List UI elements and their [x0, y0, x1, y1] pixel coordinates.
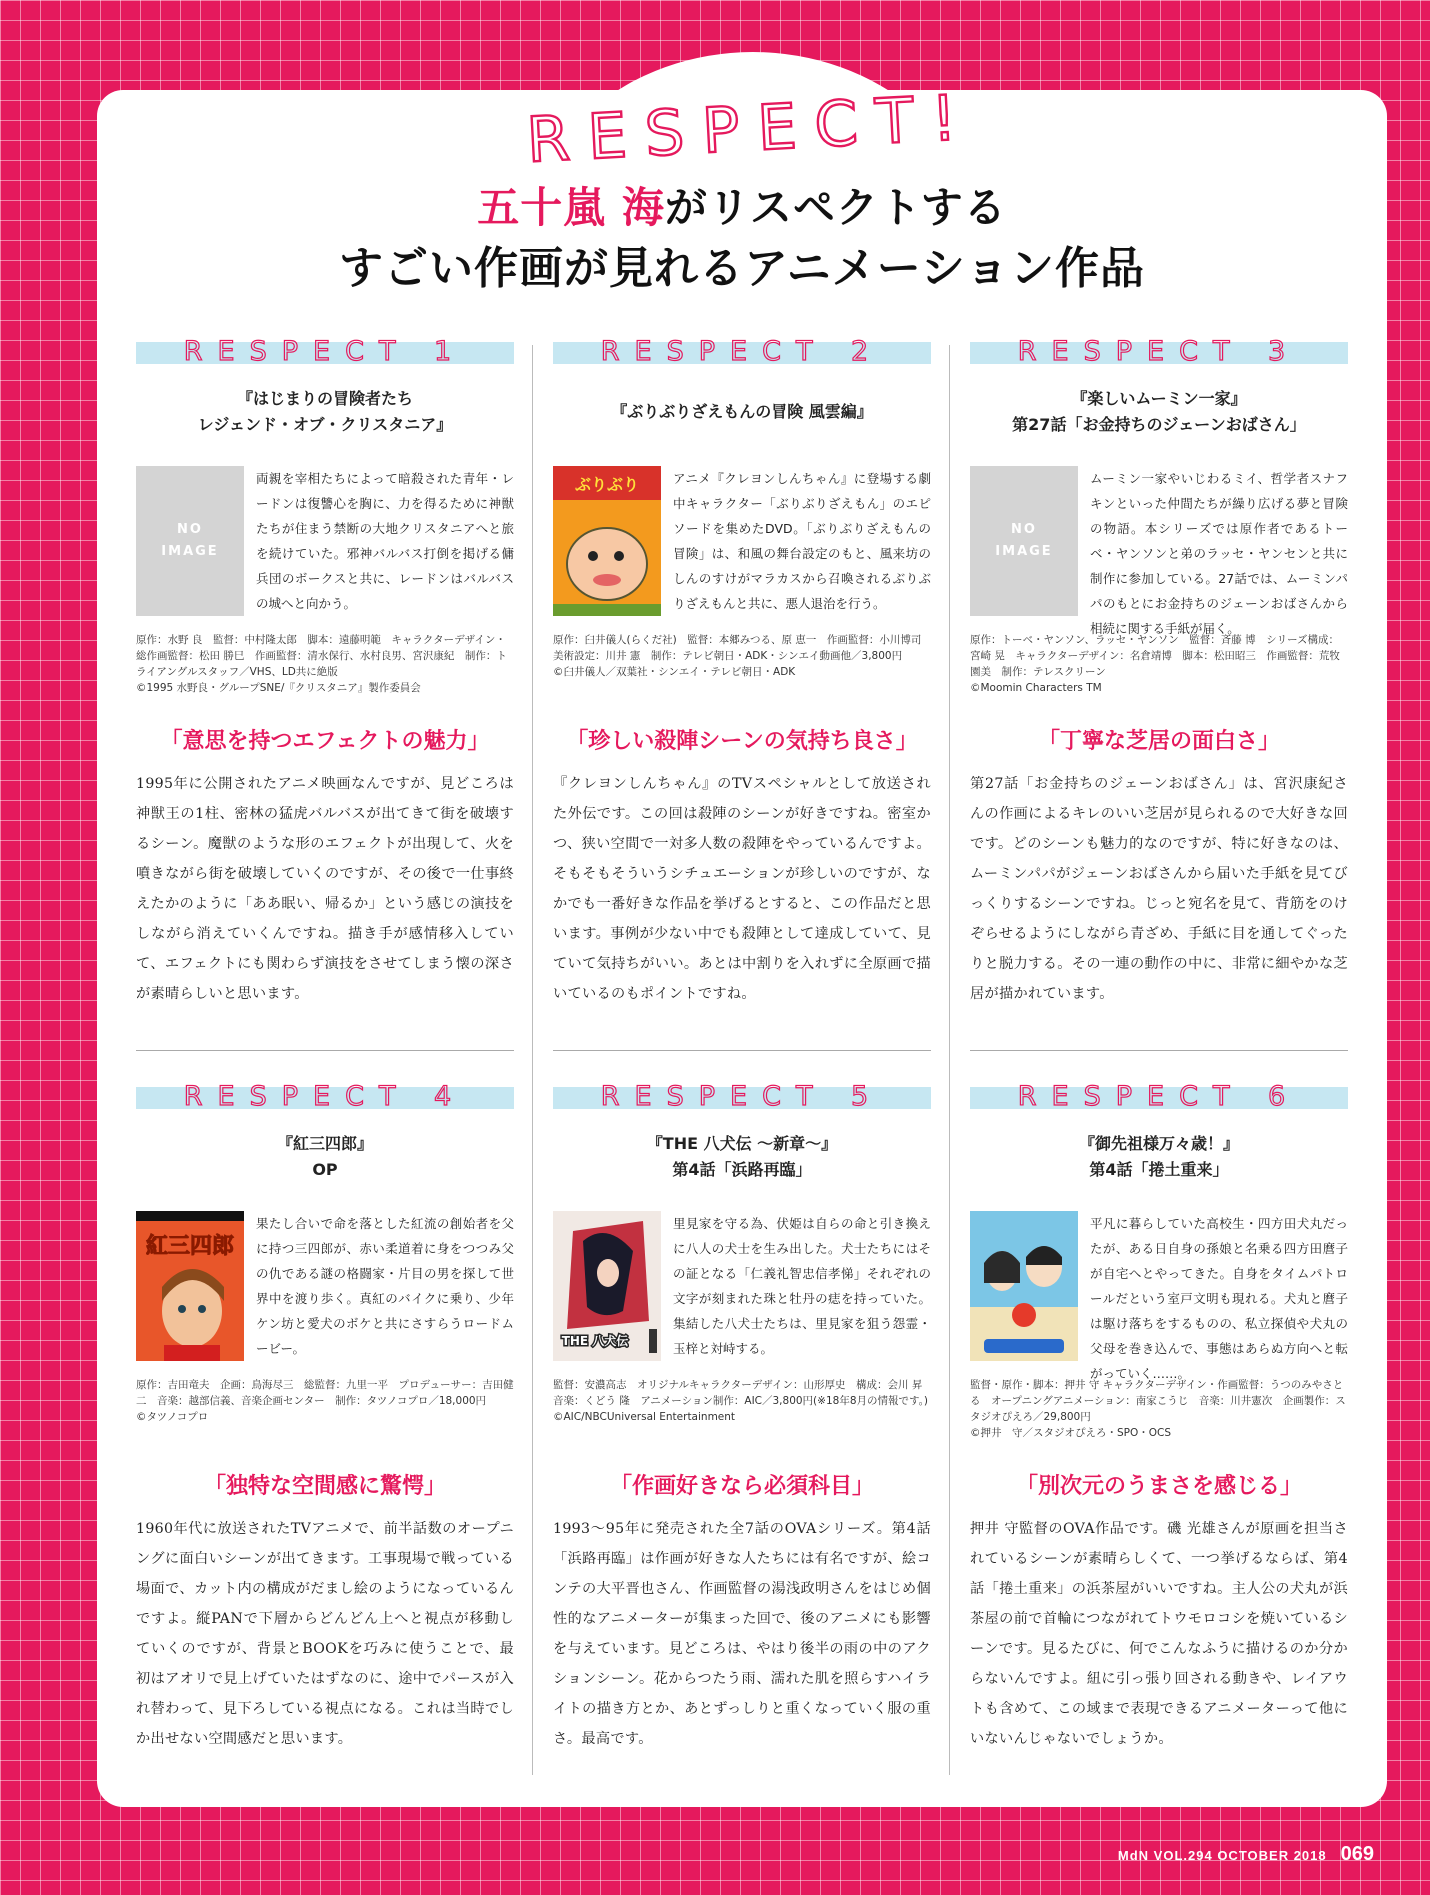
respect-logo-text: RESPECT! — [524, 80, 977, 177]
commentary: 押井 守監督のOVA作品です。磯 光雄さんが原画を担当されているシーンが素晴らしくて、一つ挙げるならば、第4話「捲土重来」の浜茶屋がいいですね。主人公の犬丸が浜茶屋の前で首輪につながれてトウモロコシを焼いているシーンです。見るたびに、何でこんなふうに描けるのか分からないんですよ。紐に引っ張り回される動きや、レイアウトも含めて、この域まで表現できるアニメーターって他にいないんじゃないでしょうか。 — [970, 1521, 1348, 1747]
respect-label-bar — [553, 1081, 931, 1112]
work-info — [553, 1211, 931, 1363]
work-info — [970, 466, 1348, 636]
credits: 監督：安濃高志 オリジナルキャラクターデザイン：山形厚史 構成：会川 昇 音楽：くどう 隆 アニメーション制作：AIC／3,800円(※18年8月の情報です。) ©AIC/NBCUniversal Entertainment — [553, 1379, 929, 1423]
respect-entry-4 — [136, 1075, 514, 1754]
work-title-line-2: OP — [312, 1160, 338, 1179]
credits: 監督・原作・脚本：押井 守 キャラクターデザイン・作画監督：うつのみやさとる オープニングアニメーション：南家こうじ 音楽：川井憲次 企画製作：スタジオぴえろ／29,800円 ©押井 守／スタジオぴえろ・SPO・OCS — [970, 1379, 1346, 1439]
work-title-line-2: 第4話「浜路再臨」 — [672, 1160, 812, 1179]
commentary: 第27話「お金持ちのジェーンおばさん」は、宮沢康紀さんの作画によるキレのいい芝居が見られるので大好きな回です。どのシーンも魅力的なのですが、特に好きなのは、ムーミンパパがジェーンおばさんから届いた手紙を見てびっくりするシーンですね。じっと宛名を見て、背筋をのけぞらせるようにしながら青ざめ、手紙に目を通してぐったりと脱力する。その一連の動作の中に、非常に細やかな芝居が描かれています。 — [970, 776, 1348, 1002]
work-title-line-2: 第27話「お金持ちのジェーンおばさん」 — [1012, 415, 1306, 434]
work-info — [553, 466, 931, 618]
catchphrase: 「別次元のうまさを感じる」 — [1015, 1473, 1302, 1499]
respect-label: RESPECT 2 — [600, 336, 884, 367]
svg-text:ぶりぶり: ぶりぶり — [574, 475, 640, 494]
credits: 原作：トーベ・ヤンソン、ラッセ・ヤンソン 監督：斉藤 博 シリーズ構成：宮崎 晃 キャラクターデザイン：名倉靖博 脚本：松田昭三 作画監督：荒牧園美 制作：テレスクリーン ©Moomin Characters TM — [970, 634, 1340, 694]
commentary: 1995年に公開されたアニメ映画なんですが、見どころは神獣王の1柱、密林の猛虎バルバスが出てきて街を破壊するシーン。魔獣のような形のエフェクトが出現して、火を噴きながら街を破壊していくのですが、その後で一仕事終えたかのように「ああ眠い、帰るか」という感じの演技をしながら消えていくんですね。描き手が感情移入していて、エフェクトにも関わらず演技をさせてしまう懐の深さが素晴らしいと思います。 — [136, 776, 514, 1002]
kurenai-sanshiro-cover-image — [136, 1211, 244, 1361]
headline-rest: がリスペクトする — [664, 183, 1007, 232]
work-title-line-1: 『紅三四郎』 — [276, 1134, 373, 1153]
row-divider-1 — [136, 1050, 514, 1051]
synopsis: 両親を宰相たちによって暗殺された青年・レードンは復讐心を胸に、力を得るために神獣たちが住まう禁断の大地クリスタニアへと旅を続けていた。邪神バルバス打倒を掲げる傭兵団のボークスと共に、レードンはバルバスの城へと向かう。 — [256, 471, 514, 611]
work-title-line-1: 『楽しいムーミン一家』 — [1071, 389, 1247, 408]
work-title-line-2: レジェンド・オブ・クリスタニア』 — [197, 415, 453, 434]
work-title — [136, 386, 514, 438]
work-title — [970, 1131, 1348, 1183]
work-title-line-1: 『御先祖様万々歳！』 — [1078, 1134, 1239, 1153]
row-divider-2 — [553, 1050, 931, 1051]
commentary: 1993～95年に発売された全7話のOVAシリーズ。第4話「浜路再臨」は作画が好きな人たちには有名ですが、絵コンテの大平晋也さん、作画監督の湯浅政明さんをはじめ個性的なアニメーターが集まった回で、後のアニメにも影響を与えています。見どころは、やはり後半の雨の中のアクションシーン。花からつたう雨、濡れた肌を照らすハイライトの描き方とか、あとずっしりと重くなっていく服の重さ。最高です。 — [553, 1521, 931, 1747]
respect-label-bar — [136, 1081, 514, 1112]
respect-entry-3 — [970, 330, 1348, 1009]
catchphrase: 「丁寧な芝居の面白さ」 — [1037, 728, 1280, 754]
headline-line-1 — [97, 175, 1387, 235]
catchphrase: 「作画好きなら必須科目」 — [609, 1473, 874, 1499]
respect-label: RESPECT 6 — [1017, 1081, 1301, 1112]
cover-title: 紅三四郎 — [145, 1234, 235, 1259]
row-divider-3 — [970, 1050, 1348, 1051]
magazine-issue: MdN VOL.294 OCTOBER 2018 — [1117, 1848, 1327, 1863]
respect-label: RESPECT 4 — [183, 1081, 467, 1112]
catchphrase: 「意思を持つエフェクトの魅力」 — [160, 728, 490, 754]
work-title-line-1: 『ぶりぶりざえもんの冒険 風雲編』 — [611, 402, 873, 421]
commentary: 1960年代に放送されたTVアニメで、前半話数のオープニングに面白いシーンが出てきます。工事現場で戦っている場面で、カット内の構成がだまし絵のようになっているんですよ。縦PANで下層からどんどん上へと視点が移動していくのですが、背景とBOOKを巧みに使うことで、最初はアオリで見上げていたはずなのに、途中でパースが入れ替わって、見下ろしている視点になる。これは当時でしか出せない空間感だと思います。 — [136, 1521, 514, 1747]
no-image-placeholder: NO IMAGE — [970, 466, 1078, 616]
respect-label: RESPECT 1 — [183, 336, 467, 367]
page-footer — [1118, 1843, 1374, 1866]
synopsis: 果たし合いで命を落とした紅流の創始者を父に持つ三四郎が、赤い柔道着に身をつつみ父の仇である謎の格闘家・片目の男を探して世界中を渡り歩く。真紅のバイクに乗り、少年ケン坊と愛犬のボケと共にさすらうロードムービー。 — [256, 1216, 514, 1356]
column-divider-2 — [949, 345, 950, 1775]
work-title-line-1: 『THE 八犬伝 ～新章～』 — [646, 1134, 838, 1153]
work-info — [136, 1211, 514, 1363]
credits: 原作：水野 良 監督：中村隆太郎 脚本：遠藤明範 キャラクターデザイン・総作画監督：松田 勝巳 作画監督：清水保行、水村良男、宮沢康紀 制作：トライアングルスタッフ／VHS、LD共に絶版 ©1995 水野良・グループSNE/『クリスタニア』製作委員会 — [136, 634, 507, 694]
respect-entry-2 — [553, 330, 931, 1009]
work-title-line-1: 『はじまりの冒険者たち — [236, 389, 413, 408]
credits: 原作：臼井儀人(らくだ社) 監督：本郷みつる、原 恵一 作画監督：小川博司 美術設定：川井 憲 制作：テレビ朝日・ADK・シンエイ動画他／3,800円 ©臼井儀人／双葉社・シンエイ・テレビ朝日・ADK — [553, 634, 922, 678]
hakkenden-cover-image — [553, 1211, 661, 1361]
synopsis: ムーミン一家やいじわるミイ、哲学者スナフキンといった仲間たちが繰り広げる夢と冒険の物語。本シリーズでは原作者であるトーベ・ヤンソンと弟のラッセ・ヤンセンと共に制作に参加している。27話では、ムーミンパパのもとにお金持ちのジェーンおばさんから相続に関する手紙が届く。 — [1090, 471, 1348, 636]
work-title — [553, 386, 931, 438]
page-number: 069 — [1340, 1843, 1374, 1865]
work-info — [136, 466, 514, 618]
work-title-line-2: 第4話「捲土重来」 — [1089, 1160, 1229, 1179]
credits: 原作：吉田竜夫 企画：鳥海尽三 総監督：九里一平 プロデューサー：吉田健二 音楽：越部信義、音楽企画センター 制作：タツノコプロ／18,000円 ©タツノコプロ — [136, 1379, 514, 1423]
work-info — [970, 1211, 1348, 1381]
synopsis: 平凡に暮らしていた高校生・四方田犬丸だったが、ある日自身の孫娘と名乗る四方田麿子が自宅へとやってきた。自身をタイムパトロールだという室戸文明も現れる。犬丸と麿子は駆け落ちをするものの、私立探偵や犬丸の父母を巻き込んで、事態はあらぬ方向へと転がっていく……。 — [1090, 1216, 1348, 1381]
headline-name: 五十嵐 海 — [477, 183, 665, 232]
work-title — [970, 386, 1348, 438]
synopsis: 里見家を守る為、伏姫は自らの命と引き換えに八人の犬士を生み出した。犬士たちにはその証となる「仁義礼智忠信孝悌」それぞれの文字が刻まれた珠と牡丹の痣を持っていた。集結した八犬士たちは、里見家を狙う怨霊・玉梓と対峙する。 — [673, 1216, 931, 1356]
work-title — [136, 1131, 514, 1183]
crayon-shinchan-cover-image — [553, 466, 661, 616]
respect-label-bar — [553, 336, 931, 367]
cover-title: THE 八犬伝 — [561, 1334, 629, 1348]
respect-label-bar — [970, 1081, 1348, 1112]
catchphrase: 「珍しい殺陣シーンの気持ち良さ」 — [566, 728, 918, 754]
respect-entry-5 — [553, 1075, 931, 1754]
respect-label: RESPECT 5 — [600, 1081, 884, 1112]
no-image-placeholder: NO IMAGE — [136, 466, 244, 616]
headline-line-2: すごい作画が見れるアニメーション作品 — [338, 243, 1146, 294]
gosenzo-cover-image — [970, 1211, 1078, 1361]
work-title — [553, 1131, 931, 1183]
catchphrase: 「独特な空間感に驚愕」 — [203, 1473, 446, 1499]
respect-entry-1 — [136, 330, 514, 1009]
respect-label-bar — [970, 336, 1348, 367]
respect-logo — [524, 58, 977, 178]
column-divider-1 — [532, 345, 533, 1775]
respect-entry-6 — [970, 1075, 1348, 1754]
respect-label: RESPECT 3 — [1017, 336, 1301, 367]
commentary: 『クレヨンしんちゃん』のTVスペシャルとして放送された外伝です。この回は殺陣のシーンが好きですね。密室かつ、狭い空間で一対多人数の殺陣をやっているんですよ。そもそもそういうシチュエーションが珍しいのですが、なかでも一番好きな作品を挙げるとすると、この作品だと思います。事例が少ない中でも殺陣として達成していて、見ていて気持ちがいい。あとは中割りを入れずに全原画で描いているのもポイントですね。 — [553, 776, 931, 1002]
respect-label-bar — [136, 336, 514, 367]
synopsis: アニメ『クレヨンしんちゃん』に登場する劇中キャラクター「ぶりぶりざえもん」のエピソードを集めたDVD。「ぶりぶりざえもんの冒険」は、和風の舞台設定のもと、風来坊のしんのすけがマラカスから召喚されるぶりぶりざえもんと共に、悪人退治を行う。 — [673, 471, 931, 611]
